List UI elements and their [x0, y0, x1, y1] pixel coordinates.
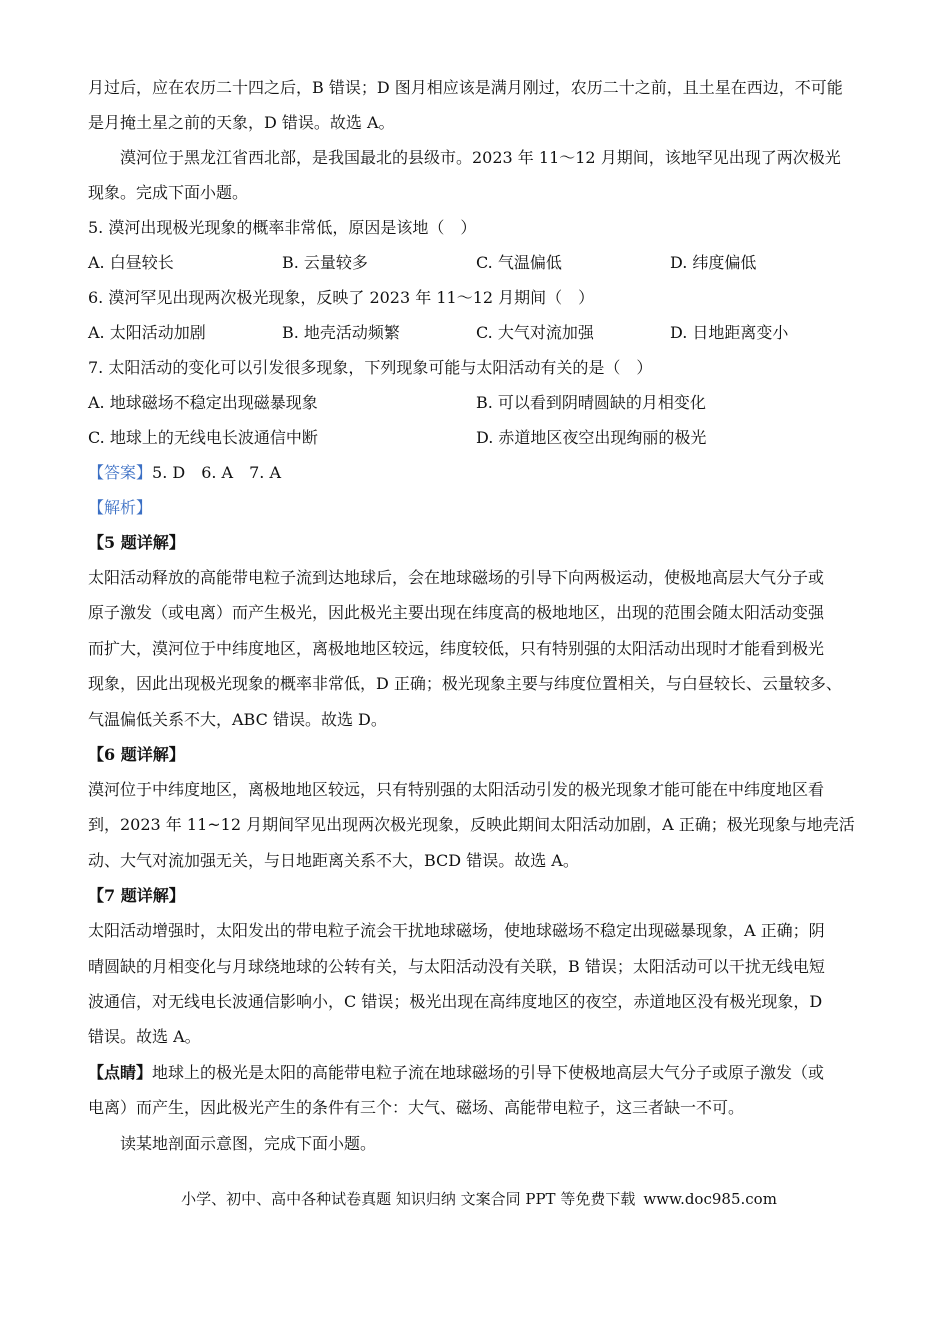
detail-7: [88, 878, 863, 1055]
answer-label: 【答案】: [88, 463, 153, 482]
detail-5: [88, 525, 863, 737]
option-row: [88, 420, 863, 455]
detail-title: 【6 题详解】: [88, 745, 185, 765]
option-d: D. 日地距离变小: [670, 323, 789, 342]
page-footer: [0, 1187, 950, 1211]
detail-line: 太阳活动释放的高能带电粒子流到达地球后，会在地球磁场的引导下向两极运动，使极地高层大气分子或: [88, 568, 825, 587]
answer-text: 5. D 6. A 7. A: [152, 463, 282, 482]
option-b: B. 云量较多: [282, 253, 368, 272]
question-group-intro: [88, 140, 863, 210]
option-row: [88, 315, 863, 350]
option-d: D. 纬度偏低: [670, 253, 757, 272]
question-6: [88, 280, 863, 350]
detail-line: 太阳活动增强时，太阳发出的带电粒子流会干扰地球磁场，使地球磁场不稳定出现磁暴现象，A 正确；阴: [88, 921, 825, 941]
text-line: 漠河位于黑龙江省西北部，是我国最北的县级市。2023 年 11～12 月期间，该地罕见出现了两次极光: [120, 148, 841, 167]
option-b: B. 可以看到阴晴圆缺的月相变化: [476, 393, 706, 412]
next-question-intro: 读某地剖面示意图，完成下面小题。: [120, 1133, 377, 1153]
tip-line: 电离）而产生，因此极光产生的条件有三个：大气、磁场、高能带电粒子，这三者缺一不可。: [88, 1098, 745, 1118]
answer-line: [88, 455, 863, 490]
option-c: C. 大气对流加强: [476, 323, 594, 342]
text-line: 月过后，应在农历二十四之后，B 错误；D 图月相应该是满月刚过，农历二十之前，且土星在西边，不可能: [88, 78, 843, 97]
option-a: A. 太阳活动加剧: [88, 323, 206, 342]
detail-line: 晴圆缺的月相变化与月球绕地球的公转有关，与太阳活动没有关联，B 错误；太阳活动可以干扰无线电短: [88, 956, 825, 976]
tip-text: 地球上的极光是太阳的高能带电粒子流在地球磁场的引导下使极地高层大气分子或原子激发（或: [152, 1062, 825, 1082]
tip-line: [88, 1055, 863, 1090]
tip-label: 【点睛】: [88, 1062, 153, 1082]
text-line: 现象。完成下面小题。: [88, 183, 249, 202]
question-stem: 5. 漠河出现极光现象的概率非常低，原因是该地（ ）: [88, 218, 477, 237]
detail-line: 动、大气对流加强无关，与日地距离关系不大，BCD 错误。故选 A。: [88, 850, 579, 870]
question-7: [88, 350, 863, 455]
question-stem: 7. 太阳活动的变化可以引发很多现象，下列现象可能与太阳活动有关的是（ ）: [88, 358, 653, 377]
option-c: C. 气温偏低: [476, 253, 562, 272]
tip-block: [88, 1055, 863, 1126]
option-c: C. 地球上的无线电长波通信中断: [88, 428, 318, 447]
footer-link[interactable]: www.doc985.com: [643, 1190, 777, 1208]
text-line: 是月掩土星之前的天象，D 错误。故选 A。: [88, 113, 395, 132]
analysis-label: 【解析】: [88, 498, 153, 517]
previous-explanation: [88, 70, 863, 140]
option-row: [88, 245, 863, 280]
option-row: [88, 385, 863, 420]
detail-line: 而扩大，漠河位于中纬度地区，离极地地区较远，纬度较低，只有特别强的太阳活动出现时才能看到极光: [88, 638, 825, 658]
question-5: [88, 210, 863, 280]
question-stem: 6. 漠河罕见出现两次极光现象，反映了 2023 年 11～12 月期间（ ）: [88, 288, 595, 307]
option-d: D. 赤道地区夜空出现绚丽的极光: [476, 428, 707, 447]
detail-title: 【7 题详解】: [88, 886, 185, 906]
detail-6: [88, 737, 863, 878]
option-b: B. 地壳活动频繁: [282, 323, 400, 342]
detail-line: 现象，因此出现极光现象的概率非常低，D 正确；极光现象主要与纬度位置相关，与白昼较长、云量较多、: [88, 674, 842, 694]
detail-title: 【5 题详解】: [88, 533, 185, 552]
detail-line: 原子激发（或电离）而产生极光，因此极光主要出现在纬度高的极地地区，出现的范围会随太阳活动变强: [88, 603, 825, 623]
detail-line: 漠河位于中纬度地区，离极地地区较远，只有特别强的太阳活动引发的极光现象才能可能在中纬度地区看: [88, 780, 825, 800]
detail-line: 到，2023 年 11~12 月期间罕见出现两次极光现象，反映此期间太阳活动加剧，A 正确；极光现象与地壳活: [88, 815, 855, 835]
detail-line: 错误。故选 A。: [88, 1027, 201, 1047]
detail-line: 波通信，对无线电长波通信影响小，C 错误；极光出现在高纬度地区的夜空，赤道地区没有极光现象，D: [88, 992, 823, 1012]
document-page: [88, 70, 863, 1161]
option-a: A. 地球磁场不稳定出现磁暴现象: [88, 393, 318, 412]
footer-text: 小学、初中、高中各种试卷真题 知识归纳 文案合同 PPT 等免费下载: [181, 1190, 636, 1208]
option-a: A. 白昼较长: [88, 253, 174, 272]
detail-line: 气温偏低关系不大，ABC 错误。故选 D。: [88, 709, 387, 729]
